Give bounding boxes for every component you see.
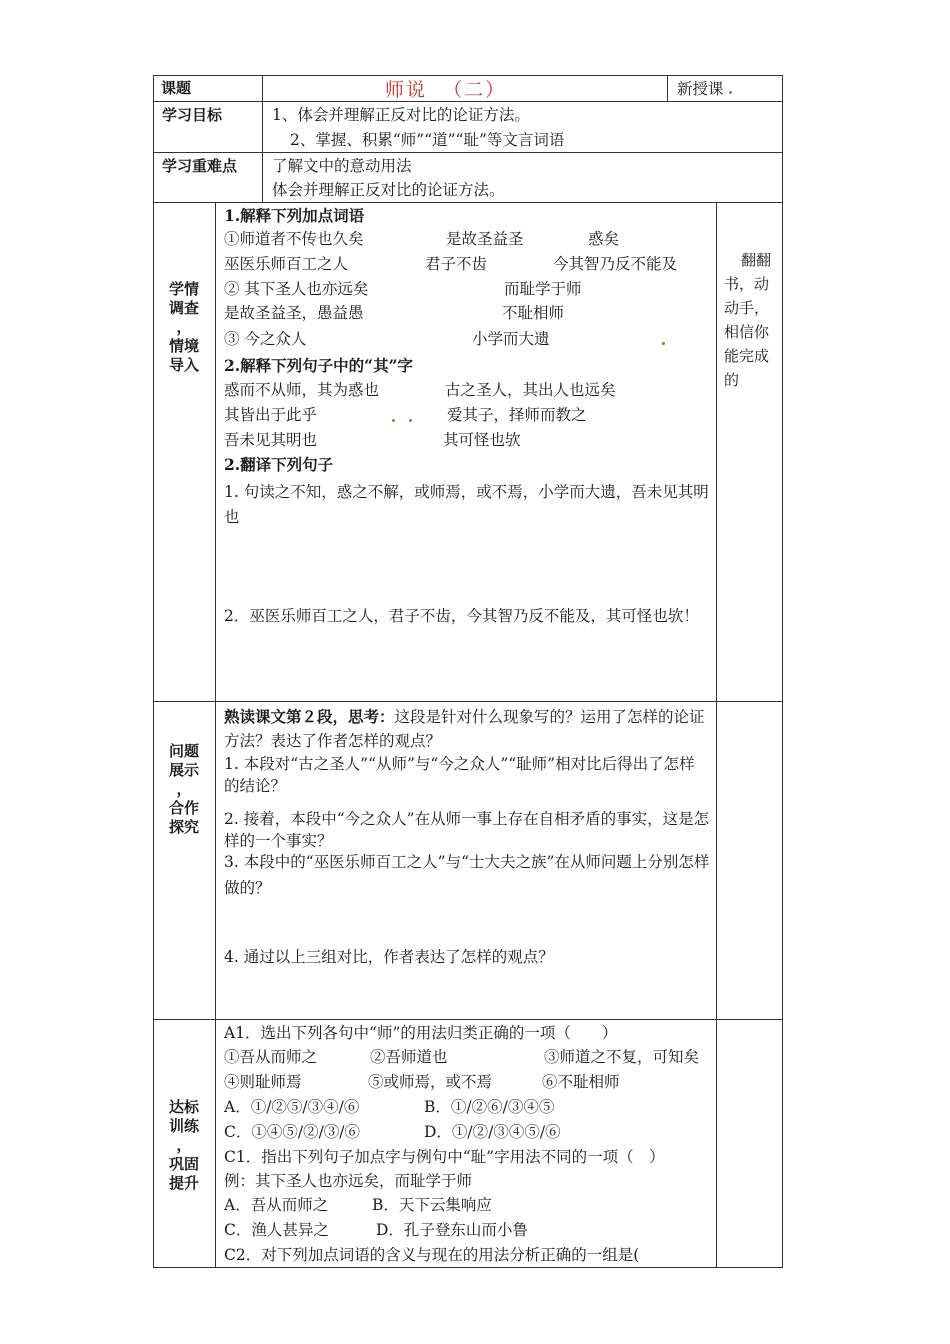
side-note-line: 翻翻 xyxy=(741,251,772,269)
label-line: 探究 xyxy=(168,818,199,836)
label-key-points: 学习重难点 xyxy=(162,157,238,175)
q2-row1-b: 古之圣人，其出人也远矣 xyxy=(445,381,616,399)
label-line: 调查 xyxy=(168,299,199,317)
q2-row3-a: 吾未见其明也 xyxy=(224,431,318,449)
q2-row2-b: 爱其子，择师而教之 xyxy=(447,406,587,424)
q2-row1-a: 惑而不从师，其为惑也 xyxy=(224,381,380,399)
table-border-bottom xyxy=(153,1267,783,1268)
stray-dot xyxy=(729,91,732,94)
stray-dot xyxy=(662,342,665,345)
q3-item-1: 1. 句读之不知，惑之不解，或师焉，或不焉，小学而大遗，吾未见其明也 xyxy=(224,483,709,526)
stray-dot xyxy=(409,419,412,422)
key-point-1: 了解文中的意动用法 xyxy=(272,157,412,175)
s2-item-3: 3. 本段中的“巫医乐师百工之人”与“士大夫之族”在从师问题上分别怎样做的？ xyxy=(224,853,710,897)
s2-item-4: 4. 通过以上三组对比，作者表达了怎样的观点？ xyxy=(224,948,554,966)
q1-row5-b: 小学而大遗 xyxy=(472,330,550,348)
q1-row3-b: 而耻学于师 xyxy=(504,280,582,298)
page-title: 师说 （二） xyxy=(385,79,507,101)
key-point-2: 体会并理解正反对比的论证方法。 xyxy=(272,181,505,199)
section2-label xyxy=(153,742,215,837)
q1-row2-b: 君子不齿 xyxy=(425,255,488,273)
row-divider xyxy=(153,701,783,702)
s2-item-2: 2. 接着，本段中“今之众人”在从师一事上存在自相矛盾的事实，这是怎样的一个事实？ xyxy=(224,810,710,850)
q1-row1-b: 是故圣益圣 xyxy=(446,230,524,248)
lesson-type: 新授课 xyxy=(677,80,724,98)
section3-label xyxy=(153,1098,215,1193)
label-line: 巩固 xyxy=(168,1155,199,1173)
q2-row3-b: 其可怪也欤 xyxy=(443,431,521,449)
a1-row1-b: ②吾师道也 xyxy=(370,1048,448,1066)
c1-option-c: C．渔人甚异之 xyxy=(224,1221,329,1239)
a1-title: A1．选出下列各句中“师”的用法归类正确的一项（ ） xyxy=(224,1024,618,1042)
label-line: 展示 xyxy=(168,761,199,779)
label-line: 合作 xyxy=(168,799,199,817)
a1-row1-c: ③师道之不复，可知矣 xyxy=(544,1048,700,1066)
a1-option-a: A．①/②⑤/③④/⑥ xyxy=(224,1098,360,1116)
q1-row2-a: 巫医乐师百工之人 xyxy=(224,255,349,273)
c1-option-a: A．吾从而师之 xyxy=(224,1196,329,1214)
q2-row2-a: 其皆出于此乎 xyxy=(224,406,318,424)
label-line: 学情 xyxy=(168,280,199,298)
a1-row2-c: ⑥不耻相师 xyxy=(542,1073,620,1091)
label-line: ， xyxy=(176,318,192,336)
col-divider xyxy=(716,202,717,1268)
side-note-line: 动手， xyxy=(724,299,770,317)
stray-dot xyxy=(392,419,395,422)
side-note-line: 能完成 xyxy=(724,347,770,365)
q1-title: 1.解释下列加点词语 xyxy=(224,206,365,225)
row-divider xyxy=(153,1019,783,1020)
section1-label xyxy=(153,280,215,375)
side-note-line: 的 xyxy=(724,371,740,389)
c1-option-b: B．天下云集响应 xyxy=(372,1196,492,1214)
q1-row1-c: 惑矣 xyxy=(588,230,620,248)
label-line: 训练 xyxy=(168,1117,199,1135)
q1-row4-b: 不耻相师 xyxy=(502,304,565,322)
a1-option-d: D．①/②/③④⑤/⑥ xyxy=(424,1123,561,1141)
row-divider xyxy=(153,202,783,203)
row-divider xyxy=(153,152,783,153)
label-line: 导入 xyxy=(168,356,199,374)
q1-row3-a: ② 其下圣人也亦远矣 xyxy=(224,280,369,298)
label-line: ， xyxy=(176,780,192,798)
a1-row2-a: ④则耻师焉 xyxy=(224,1073,302,1091)
side-note-line: 相信你 xyxy=(724,323,770,341)
q1-row5-a: ③ 今之众人 xyxy=(224,330,307,348)
table-border-right xyxy=(782,75,783,1268)
c1-example: 例：其下圣人也亦远矣，而耻学于师 xyxy=(224,1172,473,1190)
label-goals: 学习目标 xyxy=(162,106,223,124)
c1-title: C1．指出下列句子加点字与例句中“耻”字用法不同的一项（ ） xyxy=(224,1148,665,1166)
side-note-line: 书，动 xyxy=(724,275,770,293)
label-line: 问题 xyxy=(168,742,199,760)
label-line: 达标 xyxy=(168,1098,199,1116)
label-line: ， xyxy=(176,1136,192,1154)
s2-item-1: 1. 本段对“古之圣人”“从师”与“今之众人”“耻师”相对比后得出了怎样的结论？ xyxy=(224,755,695,795)
q1-row1-a: ①师道者不传也久矣 xyxy=(224,230,364,248)
q1-row2-c: 今其智乃反不能及 xyxy=(553,255,678,273)
label-line: 提升 xyxy=(168,1174,199,1192)
col-divider xyxy=(215,202,216,1268)
label-topic: 课题 xyxy=(161,79,192,97)
section2-intro xyxy=(224,705,710,753)
c1-option-d: D．孔子登东山而小鲁 xyxy=(376,1221,528,1239)
goal-item-1: 1、体会并理解正反对比的论证方法。 xyxy=(272,106,530,124)
a1-row2-b: ⑤或师焉，或不焉 xyxy=(368,1073,493,1091)
label-line: 情境 xyxy=(168,337,199,355)
q2-title: 2.解释下列句子中的“其”字 xyxy=(224,356,414,375)
goal-item-2: 2、掌握、积累“师”“道”“耻”等文言词语 xyxy=(290,131,565,149)
a1-option-b: B．①/②⑥/③④⑤ xyxy=(424,1098,555,1116)
col-divider xyxy=(667,75,668,101)
side-note xyxy=(724,248,779,392)
a1-row1-a: ①吾从而师之 xyxy=(224,1048,318,1066)
col-divider xyxy=(262,75,263,202)
q3-title: 2.翻译下列句子 xyxy=(224,455,334,474)
a1-option-c: C．①④⑤/②/③/⑥ xyxy=(224,1123,361,1141)
table-border-left xyxy=(153,75,154,1268)
intro-bold: 熟读课文第２段，思考： xyxy=(224,707,395,726)
q3-item-2: 2．巫医乐师百工之人，君子不齿，今其智乃反不能及，其可怪也欤！ xyxy=(224,607,699,625)
c2-title: C2．对下列加点词语的含义与现在的用法分析正确的一组是( xyxy=(224,1246,640,1264)
q1-row4-a: 是故圣益圣，愚益愚 xyxy=(224,304,364,322)
intro-rest: 这段是针对什么现象写的？运用了怎样的论证方法？表达了作者怎样的观点？ xyxy=(224,708,705,750)
